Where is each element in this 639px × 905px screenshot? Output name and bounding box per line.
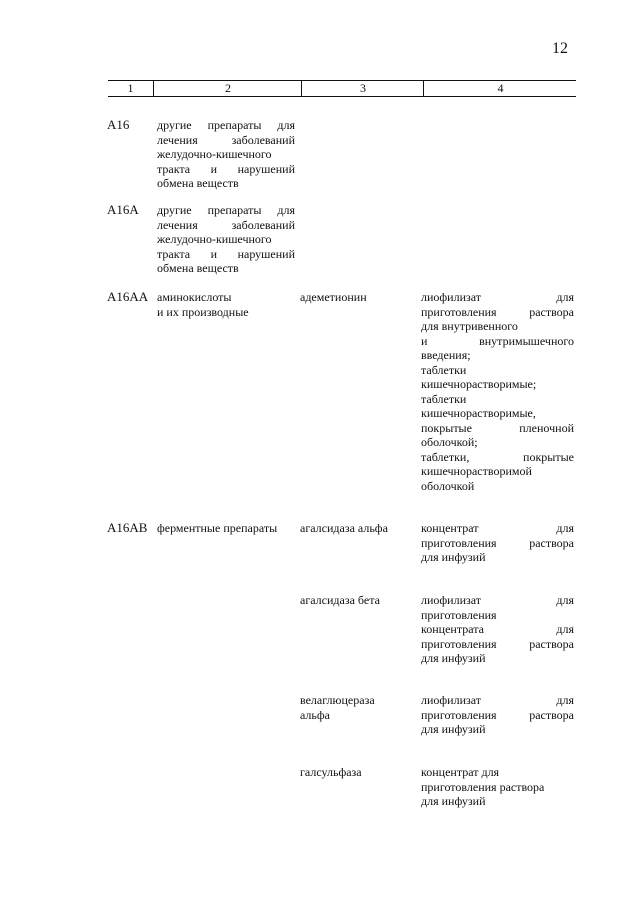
description-line: другие препараты для: [157, 203, 295, 217]
dosage-form-line: для инфузий: [421, 794, 486, 808]
dosage-form-line: для инфузий: [421, 651, 486, 665]
drug-name: [300, 290, 418, 305]
dosage-form-line: для внутривенного: [421, 319, 518, 333]
header-cell-4: 4: [423, 81, 577, 96]
atc-code: A16AB: [107, 520, 148, 535]
dosage-form-line: концентрата для: [421, 622, 574, 636]
page-number: 12: [552, 40, 568, 57]
dosage-form: [421, 290, 574, 493]
description-line: тракта и нарушений: [157, 161, 295, 176]
drug-name-line: адеметионин: [300, 290, 367, 304]
dosage-form-line: кишечнорастворимые;: [421, 377, 537, 391]
dosage-form-line: кишечнорастворимой: [421, 464, 532, 478]
dosage-form: [421, 593, 574, 666]
atc-code: A16: [107, 117, 130, 132]
dosage-form: [421, 521, 574, 565]
dosage-form-line: приготовления раствора: [421, 779, 545, 794]
drug-name-line: агалсидаза бета: [300, 593, 380, 607]
description-line: аминокислоты: [157, 290, 232, 304]
dosage-form-line: введения;: [421, 348, 471, 362]
description-line: тракта и нарушений: [157, 246, 295, 261]
description-line: лечения заболеваний: [157, 132, 295, 147]
description-line: обмена веществ: [157, 261, 239, 275]
dosage-form-line: концентрат для: [421, 521, 574, 535]
dosage-form-line: таблетки: [421, 391, 467, 406]
drug-name: [300, 593, 418, 608]
group-description: [157, 521, 295, 536]
description-line: лечения заболеваний: [157, 217, 295, 232]
group-description: [157, 118, 295, 191]
dosage-form-line: таблетки: [421, 362, 467, 377]
dosage-form-line: и внутримышечного: [421, 333, 574, 348]
header-cell-2: 2: [153, 81, 302, 96]
description-line: желудочно-кишечного: [157, 232, 272, 246]
dosage-form-line: таблетки, покрытые: [421, 449, 574, 464]
group-description: [157, 203, 295, 276]
drug-name: [300, 693, 418, 722]
dosage-form-line: покрытые пленочной: [421, 420, 574, 435]
dosage-form: [421, 765, 574, 809]
description-line: желудочно-кишечного: [157, 147, 272, 161]
drug-name-line: альфа: [300, 707, 330, 722]
dosage-form-line: лиофилизат для: [421, 693, 574, 707]
drug-name-line: агалсидаза альфа: [300, 521, 388, 535]
dosage-form-line: приготовления раствора: [421, 535, 574, 550]
dosage-form-line: приготовления раствора: [421, 636, 574, 651]
dosage-form-line: для инфузий: [421, 550, 486, 564]
atc-code: A16AA: [107, 289, 149, 304]
dosage-form-line: приготовления: [421, 607, 497, 622]
dosage-form-line: лиофилизат для: [421, 290, 574, 304]
description-line: другие препараты для: [157, 118, 295, 132]
atc-code: A16A: [107, 202, 139, 217]
description-line: и их производные: [157, 304, 249, 319]
table-header-row: [108, 80, 576, 97]
dosage-form-line: оболочкой: [421, 478, 475, 493]
header-cell-1: 1: [127, 81, 134, 95]
group-description: [157, 290, 295, 319]
dosage-form-line: для инфузий: [421, 722, 486, 736]
drug-name: [300, 765, 418, 780]
header-cell-3: 3: [301, 81, 424, 96]
drug-name-line: велаглюцераза: [300, 693, 375, 707]
dosage-form-line: концентрат для: [421, 765, 500, 779]
dosage-form-line: приготовления раствора: [421, 707, 574, 722]
dosage-form-line: приготовления раствора: [421, 304, 574, 319]
description-line: обмена веществ: [157, 176, 239, 190]
drug-name-line: галсульфаза: [300, 765, 362, 779]
dosage-form-line: лиофилизат для: [421, 593, 574, 607]
dosage-form-line: оболочкой;: [421, 435, 478, 449]
dosage-form: [421, 693, 574, 737]
dosage-form-line: кишечнорастворимые,: [421, 406, 536, 420]
description-line: ферментные препараты: [157, 521, 278, 535]
drug-name: [300, 521, 418, 536]
